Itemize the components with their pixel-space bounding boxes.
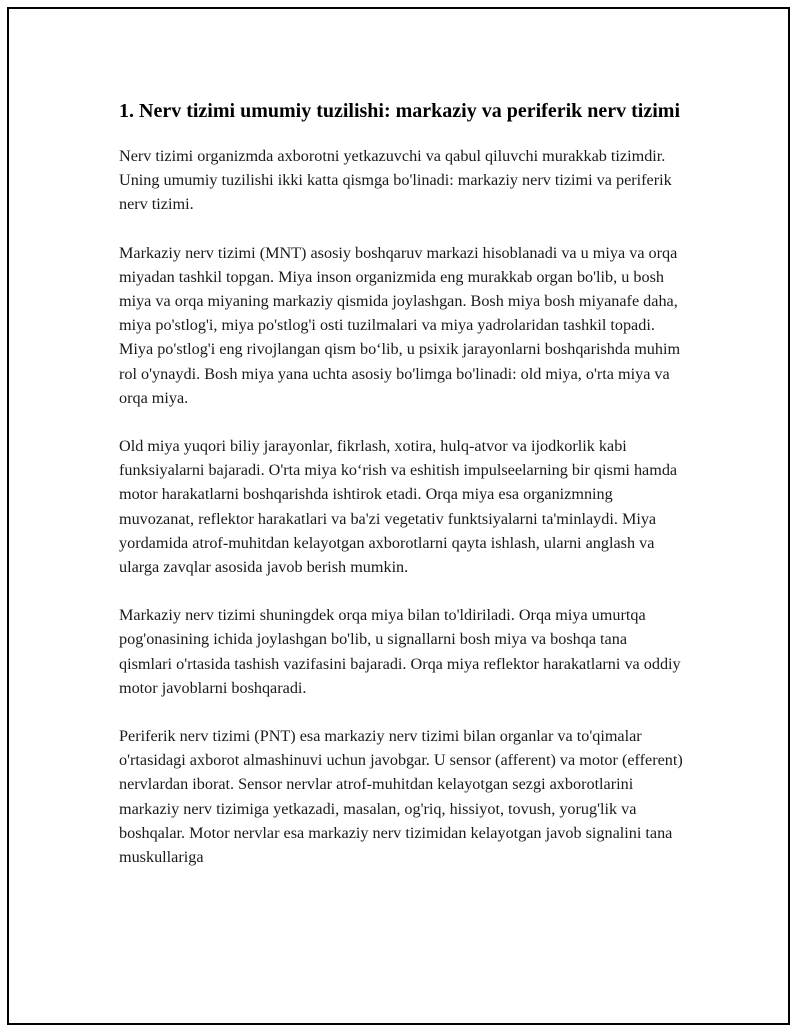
page-frame [7, 7, 790, 1025]
paragraph-intro: Nerv tizimi organizmda axborotni yetkazuvchi va qabul qiluvchi murakkab tizimdir. Uning umumiy tuzilishi ikki katta qismga bo'linadi: markaziy nerv tizimi va periferik nerv tizimi. [119, 147, 672, 214]
paragraph-central-nervous-system: Markaziy nerv tizimi (MNT) asosiy boshqaruv markazi hisoblanadi va u miya va orqa miyadan tashkil topgan. Miya inson organizmida eng murakkab organ bo'lib, u bosh miya va orqa miyaning markaziy qismida joylashgan. Bosh miya bosh miyanafe daha, miya po'stlog'i, miya po'stlog'i osti tuzilmalari va miya yadrolaridan tashkil topadi. Miya po'stlog'i eng rivojlangan qism bo‘lib, u psixik jarayonlarni boshqarishda muhim rol o'ynaydi. Bosh miya yana uchta asosiy bo'limga bo'linadi: old miya, o'rta miya va orqa miya. [119, 243, 681, 407]
document-body [119, 97, 684, 893]
section-heading: 1. Nerv tizimi umumiy tuzilishi: markaziy va periferik nerv tizimi [119, 100, 681, 122]
paragraph-brain-divisions: Old miya yuqori biliy jarayonlar, fikrlash, xotira, hulq-atvor va ijodkorlik kabi funksiyalarni bajaradi. O'rta miya ko‘rish va eshitish impulseelarning bir qismi hamda motor harakatlarni boshqarishda ishtirok etadi. Orqa miya esa organizmning muvozanat, reflektor harakatlari va ba'zi vegetativ funktsiyalarni ta'minlaydi. Miya yordamida atrof-muhitdan kelayotgan axborotlarni qayta ishlash, ularni anglash va ularga zavqlar asosida javob berish mumkin. [119, 437, 678, 577]
paragraph-peripheral-nervous-system: Periferik nerv tizimi (PNT) esa markaziy nerv tizimi bilan organlar va to'qimalar o'rtasidagi axborot almashinuvi uchun javobgar. U sensor (afferent) va motor (efferent) nervlardan iborat. Sensor nervlar atrof-muhitdan kelayotgan sezgi axborotlarini markaziy nerv tizimiga yetkazadi, masalan, og'riq, hissiyot, tovush, yorug'lik va boshqalar. Motor nervlar esa markaziy nerv tizimidan kelayotgan javob signalini tana muskullariga [119, 727, 683, 867]
paragraph-spinal-cord: Markaziy nerv tizimi shuningdek orqa miya bilan to'ldiriladi. Orqa miya umurtqa pog'onasining ichida joylashgan bo'lib, u signallarni bosh miya va boshqa tana qismlari o'rtasida tashish vazifasini bajaradi. Orqa miya reflektor harakatlarni va oddiy motor javoblarni boshqaradi. [119, 606, 681, 697]
